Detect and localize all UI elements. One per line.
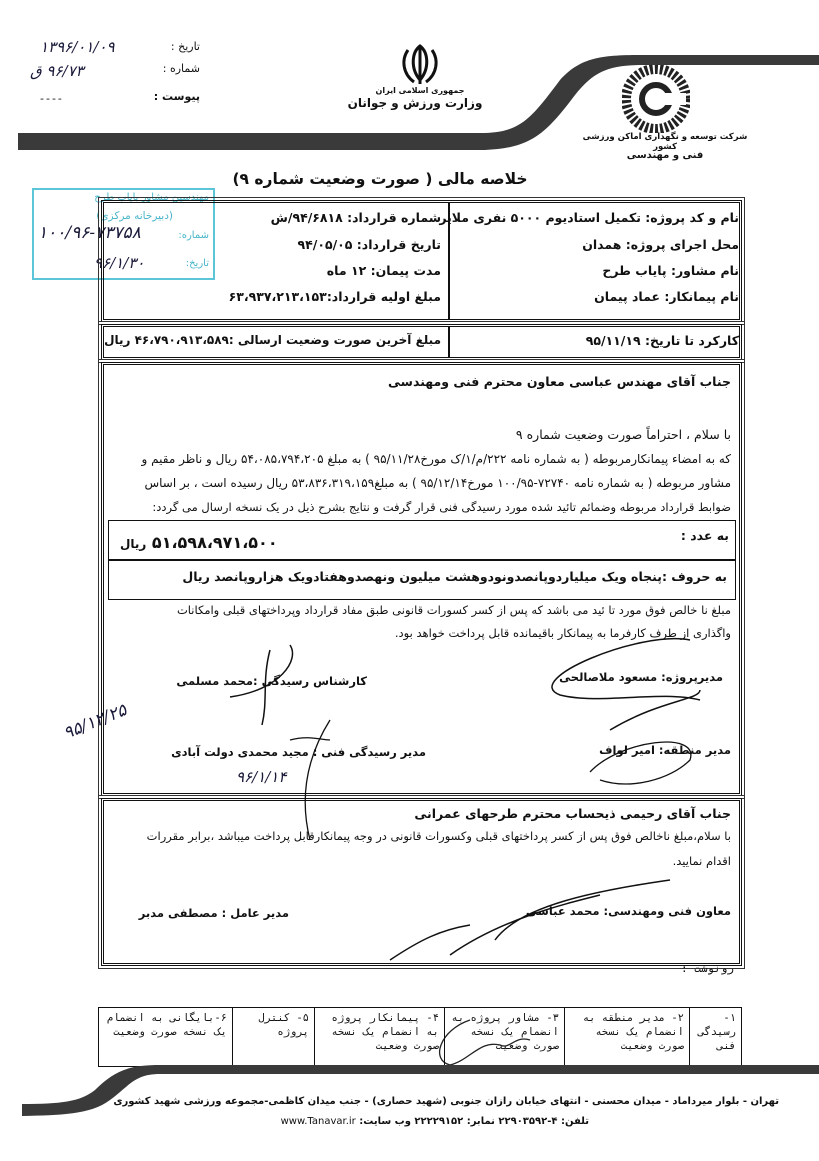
stamp-subtitle: (دبیرخانه مرکزی) (96, 210, 173, 222)
region-manager: مدیر منطقه: امیر لواف (599, 743, 731, 757)
footer-website-link[interactable]: www.Tanavar.ir (280, 1116, 356, 1127)
date-value: ۱۳۹۶/۰۱/۰۹ (40, 38, 115, 56)
numeric-amount (120, 533, 278, 552)
letter-body-2: مشاور مربوطه ( به شماره نامه ۷۲۷۴۰-۱۰۰/۹۵ مورخ۹۵/۱۲/۱۴ ) به مبلغ۵۳،۸۳۶،۳۱۹،۱۵۹ ریال رسیده است ، بر اساس (144, 476, 731, 490)
department-name: فنی و مهندسی (626, 150, 704, 161)
second-body-2: اقدام نمایید. (672, 854, 731, 868)
footer-swoosh (0, 1060, 819, 1120)
letter-addressee: جناب آقای مهندس عباسی معاون محترم فنی ومهندسی (388, 374, 731, 389)
copy-item: ۳- مشاور پروژه به انضمام یک نسخه صورت وضعیت (444, 1008, 564, 1066)
contract-date: تاریخ قرارداد: ۹۴/۰۵/۰۵ (297, 237, 441, 252)
date-label: تاریخ : (170, 40, 200, 53)
contract-number: شماره قرارداد: ۹۴/۶۸۱۸/ش (270, 210, 441, 225)
project-location: محل اجرای پروژه: همدان (582, 237, 739, 252)
review-manager: مدیر رسیدگی فنی : مجید محمدی دولت آبادی (171, 745, 426, 759)
attachment-value: ---- (40, 92, 64, 105)
project-manager: مدیرپروژه: مسعود ملاصالحی (559, 670, 723, 684)
last-statement-amount: مبلغ آخرین صورت وضعیت ارسالی :۴۶،۷۹۰،۹۱۳،۵۸۹ ریال (104, 333, 441, 347)
reviewer: کارشناس رسیدگی :محمد مسلمی (176, 674, 367, 688)
numeric-value: ۵۱،۵۹۸،۹۷۱،۵۰۰ (151, 533, 278, 552)
copies-table (98, 1007, 742, 1067)
letter-greeting: با سلام ، احتراماً صورت وضعیت شماره ۹ (515, 427, 731, 442)
letter-note-1: مبلغ نا خالص فوق مورد تا ئید می باشد که پس از کسر کسورات قانونی طبق مفاد قرارداد وپرداختهای قبلی وامکانات (176, 603, 731, 617)
copy-item: ۶-بایگانی به انضمام یک نسخه صورت وضعیت (106, 1012, 227, 1038)
letter-body-3: ضوابط قرارداد مربوطه وضمائم تائید شده مورد رسیدگی فنی قرار گرفت و نتایج بشرح ذیل در یک نسخه ارسال می گردد: (152, 500, 731, 514)
copy-item: ۴- پیمانکار پروژه به انضمام یک نسخه صورت وضعیت (314, 1008, 444, 1066)
attachment-label: پیوست : (153, 90, 200, 103)
ministry-name: وزارت ورزش و جوانان (347, 96, 483, 110)
footer-contact (281, 1116, 589, 1127)
company-logo-icon (622, 65, 690, 133)
amount-in-words: به حروف :پنجاه ویک میلیاردوپانصدونودوهشت میلیون ونهصدوهفتادویک هزاروپانصد ریال (182, 569, 727, 584)
copy-item: ۲- مدیر منطقه به انضمام یک نسخه صورت وضعیت (564, 1008, 689, 1066)
letter-note-2: واگذاری از طرف کارفرما به پیمانکار باقیمانده قابل پرداخت خواهد بود. (394, 626, 731, 640)
footer-address: تهران - بلوار میرداماد - میدان محسنی - انتهای خیابان رازان جنوبی (شهید حصاری) - جنب میدان کاظمی-مجموعه ورزشی شهید کشوری (113, 1096, 779, 1107)
handwritten-date-2: ۹۶/۱/۱۴ (236, 768, 287, 786)
work-until-date: کارکرد تا تاریخ: ۹۵/۱۱/۱۹ (585, 333, 739, 348)
copy-item: ۱- رسیدگی فنی (689, 1008, 741, 1066)
company-name: شرکت توسعه و نگهداری اماکن ورزشی کشور (582, 132, 748, 152)
contract-duration: مدت پیمان: ۱۲ ماه (326, 263, 441, 278)
second-body-1: با سلام،مبلغ ناخالص فوق پس از کسر پرداختهای قبلی وکسورات قانونی در وجه پیمانکارقابل پرداخت میباشد ،برابر مقررات (146, 829, 731, 843)
copies-label: رونوشت : (681, 962, 734, 975)
numeric-unit: ریال (120, 537, 147, 551)
project-name: نام و کد پروژه: تکمیل استادیوم ۵۰۰۰ نفری ملایر (439, 210, 739, 225)
stamp-title: مهندسین مشاور پایاب طرح (94, 192, 209, 203)
number-label: شماره : (162, 62, 200, 75)
page-title: خلاصه مالی ( صورت وضعیت شماره ۹) (232, 170, 528, 188)
numeric-label: به عدد : (680, 528, 729, 543)
ceo: مدیر عامل : مصطفی مدبر (138, 906, 289, 920)
footer-phone-fax: تلفن: ۴-۲۲۹۰۳۵۹۲ نمابر: ۲۲۲۲۹۱۵۲ وب سایت: (359, 1116, 589, 1127)
number-value: ۹۶/۷۳ ق (30, 62, 84, 80)
payment-letter-box (101, 798, 742, 966)
letter-body-1: که به امضاء پیمانکارمربوطه ( به شماره نامه ۲۲۲/م/۱/ک مورخ۹۵/۱۱/۲۸ ) به مبلغ ۵۴،۰۸۵،۷۹۴،۲۰۵ ریال و ناظر مقیم و (141, 452, 731, 466)
handwritten-date-1: ۹۵/۱۲/۲۵ (60, 700, 130, 744)
contractor-name: نام پیمانکار: عماد پیمان (594, 289, 739, 304)
second-addressee: جناب آقای رحیمی ذیحساب محترم طرحهای عمرانی (414, 806, 731, 821)
copy-item: ۵- کنترل پروژه (232, 1008, 314, 1066)
consultant-name: نام مشاور: پایاب طرح (602, 263, 739, 278)
technical-deputy: معاون فنی ومهندسی: محمد عباسی (525, 904, 731, 918)
republic-name: جمهوری اسلامی ایران (375, 86, 465, 95)
initial-contract-amount: مبلغ اولیه قرارداد:۶۳،۹۳۷،۲۱۳،۱۵۳ (228, 289, 441, 304)
divider (448, 327, 450, 357)
stamp-number-label: شماره: (178, 230, 209, 241)
stamp-date: ۹۶/۱/۳۰ (94, 254, 145, 272)
stamp-date-label: تاریخ: (185, 258, 209, 269)
stamp-number: ۱۰۰/۹۶-۷۳۷۵۸ (38, 223, 141, 243)
